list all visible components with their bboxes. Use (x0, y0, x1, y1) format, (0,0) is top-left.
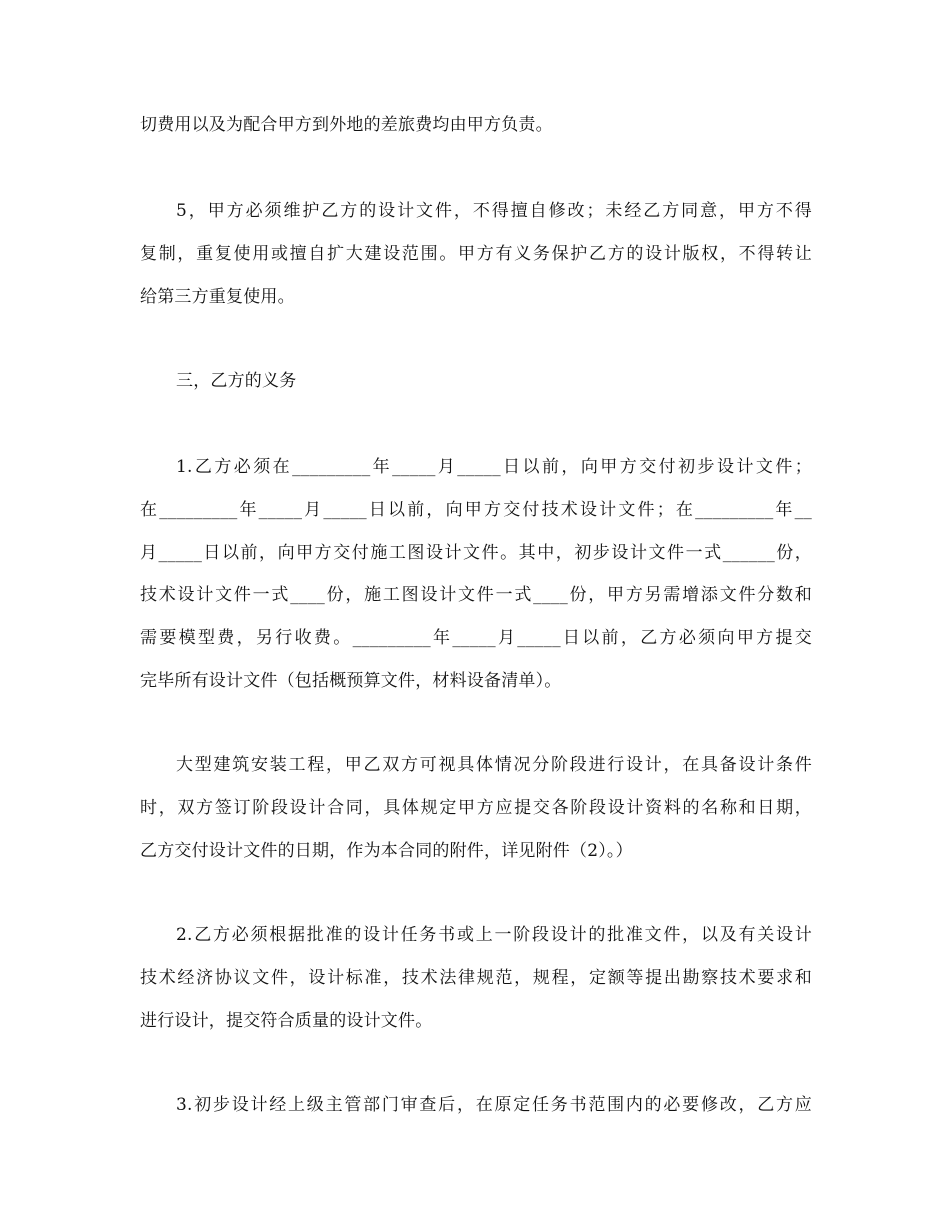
text-line: 技术经济协议文件，设计标准，技术法律规范，规程，定额等提出勘察技术要求和 (140, 968, 812, 988)
text-line: 大型建筑安装工程，甲乙双方可视具体情况分阶段进行设计，在具备设计条件 (176, 755, 812, 775)
text-line: 在_________年_____月_____日以前，向甲方交付技术设计文件；在_________年__ (140, 500, 812, 520)
section-heading: 三，乙方的义务 (176, 371, 297, 391)
text-line: 时，双方签订阶段设计合同，具体规定甲方应提交各阶段设计资料的名称和日期， (140, 798, 812, 818)
text-line: 复制，重复使用或擅自扩大建设范围。甲方有义务保护乙方的设计版权，不得转让 (140, 244, 812, 264)
text-line: 3.初步设计经上级主管部门审查后，在原定任务书范围内的必要修改，乙方应 (176, 1095, 812, 1115)
text-line: 给第三方重复使用。 (140, 287, 295, 307)
text-line: 5，甲方必须维护乙方的设计文件，不得擅自修改；未经乙方同意，甲方不得 (176, 201, 812, 221)
text-line: 切费用以及为配合甲方到外地的差旅费均由甲方负责。 (140, 115, 553, 135)
text-line: 1.乙方必须在_________年_____月_____日以前，向甲方交付初步设计文件； (176, 457, 812, 477)
text-line: 需要模型费，另行收费。_________年_____月_____日以前，乙方必须向甲方提交 (140, 628, 812, 648)
text-line: 乙方交付设计文件的日期，作为本合同的附件，详见附件（2）。） (140, 841, 633, 861)
text-line: 技术设计文件一式____份，施工图设计文件一式____份，甲方另需增添文件分数和 (140, 585, 812, 605)
text-line: 2.乙方必须根据批准的设计任务书或上一阶段设计的批准文件，以及有关设计 (176, 925, 812, 945)
text-line: 完毕所有设计文件（包括概预算文件，材料设备清单）。 (140, 671, 562, 691)
text-line: 月_____日以前，向甲方交付施工图设计文件。其中，初步设计文件一式______份， (140, 543, 812, 563)
text-line: 进行设计，提交符合质量的设计文件。 (140, 1011, 433, 1031)
